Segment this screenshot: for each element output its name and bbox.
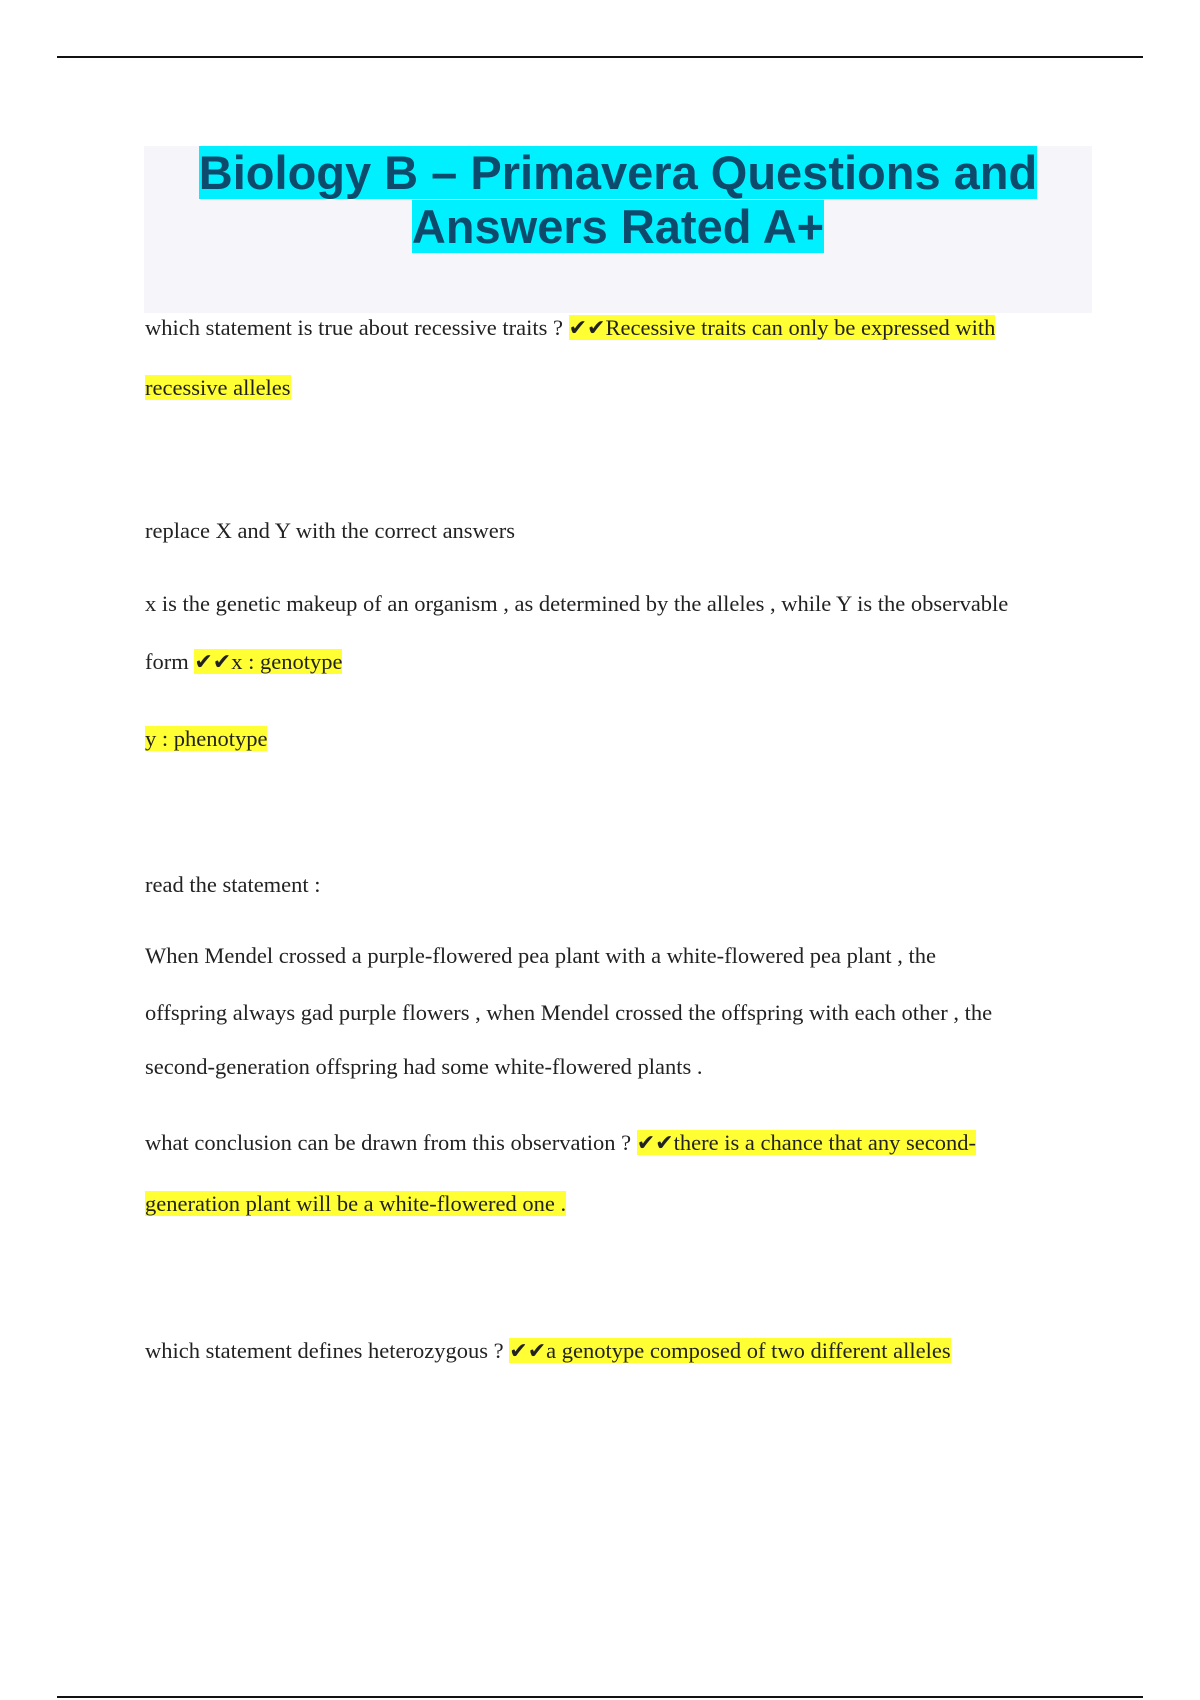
q1-answer-continued bbox=[145, 375, 291, 401]
check-icon: ✔✔ bbox=[636, 1131, 674, 1156]
q3-prompt-line-3: offspring always gad purple flowers , when Mendel crossed the offspring with each other , the bbox=[145, 1000, 993, 1025]
footer-rule bbox=[57, 1696, 1143, 1698]
q2-prompt-line-2: x is the genetic makeup of an organism , as determined by the alleles , while Y is the observable bbox=[145, 591, 1009, 616]
check-icon: ✔✔ bbox=[568, 316, 606, 341]
check-icon: ✔✔ bbox=[194, 650, 232, 675]
q1-prompt: which statement is true about recessive traits ? bbox=[145, 315, 569, 340]
q2-prompt-line-1: replace X and Y with the correct answers bbox=[145, 518, 516, 543]
q3-prompt-line-2: When Mendel crossed a purple-flowered pea plant with a white-flowered pea plant , the bbox=[145, 943, 936, 968]
header-rule bbox=[57, 56, 1143, 58]
q2-answer-line-1: ✔✔x : genotype bbox=[194, 649, 343, 675]
q3-answer-line-2: generation plant will be a white-flowered one . bbox=[145, 1191, 567, 1216]
title-line-2: Answers Rated A+ bbox=[411, 200, 825, 253]
q1-answer-line-1: ✔✔Recessive traits can only be expressed with bbox=[568, 315, 996, 341]
q3-answer-continued bbox=[145, 1191, 566, 1217]
q2-answer-line-2: y : phenotype bbox=[145, 726, 268, 751]
q1-answer-line-2: recessive alleles bbox=[145, 375, 291, 400]
q2-question-line-3 bbox=[145, 649, 342, 675]
title-line-1: Biology B – Primavera Questions and bbox=[198, 146, 1038, 199]
q2-prompt-line-3: form bbox=[145, 649, 195, 674]
q1-question bbox=[145, 315, 995, 341]
q2-answer-continued bbox=[145, 726, 267, 752]
title-banner bbox=[144, 146, 1092, 313]
q3-question-line-5 bbox=[145, 1130, 976, 1156]
q3-prompt-line-4: second-generation offspring had some white-flowered plants . bbox=[145, 1054, 703, 1079]
q4-answer: ✔✔a genotype composed of two different alleles bbox=[509, 1338, 951, 1364]
q4-question bbox=[145, 1338, 951, 1364]
q4-prompt: which statement defines heterozygous ? bbox=[145, 1338, 510, 1363]
q3-answer-line-1: ✔✔there is a chance that any second- bbox=[636, 1130, 976, 1156]
q3-prompt-line-5: what conclusion can be drawn from this observation ? bbox=[145, 1130, 637, 1155]
check-icon: ✔✔ bbox=[509, 1339, 547, 1364]
q3-prompt-line-1: read the statement : bbox=[145, 872, 321, 897]
